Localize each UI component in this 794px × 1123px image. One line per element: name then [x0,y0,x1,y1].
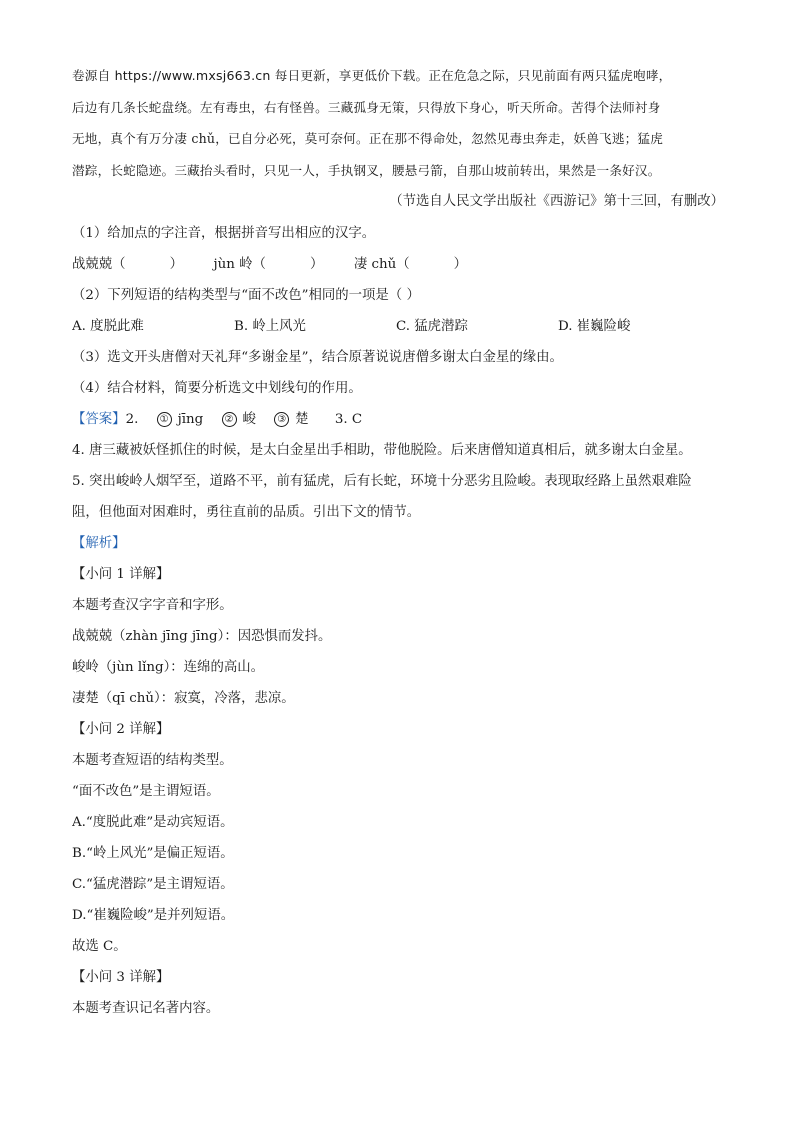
option-b: B. 岭上风光 [234,319,306,334]
section-1-title: 【小问 1 详解】 [72,567,170,582]
analysis-label: 【解析】 [72,536,126,551]
source-notice: 卷源自 https://www.mxsj663.cn 每日更新，享更低价下载。 [72,68,429,83]
section-2-line-7: 故选 C。 [72,939,127,954]
section-1-line-1: 本题考查汉字字音和字形。 [72,598,233,613]
answer-3: 楚 [295,412,309,427]
answer-4: 4. 唐三藏被妖怪抓住的时候，是太白金星出手相助，带他脱险。后来唐僧知道真相后，就多谢太白金星。 [72,443,692,458]
passage-line-4: 潜踪，长蛇隐迹。三藏抬头看时，只见一人，手执钢叉，腰悬弓箭，自那山坡前转出，果然是一条好汉。 [72,162,661,178]
q1-item-1: 战兢兢（ [72,257,126,272]
answer-1: jīng [177,412,204,427]
question-4: （4）结合材料，简要分析选文中划线句的作用。 [72,381,362,396]
answer-2: 峻 [242,412,256,427]
answer-label: 【答案】 [72,412,126,427]
option-a: A. 度脱此难 [72,319,144,334]
passage [72,60,724,186]
circle-2: ② [222,412,237,427]
section-1-line-4: 凄楚（qī chǔ）：寂寞，冷落，悲凉。 [72,691,295,706]
option-c: C. 猛虎潜踪 [396,319,468,334]
answer-q3: 3. C [334,412,363,427]
section-2-line-5: C.“猛虎潜踪”是主谓短语。 [72,877,234,892]
circle-3: ③ [274,412,289,427]
passage-line-1: 卷源自 https://www.mxsj663.cn 每日更新，享更低价下载。正在危急之际，只见前面有两只猛虎咆哮， [72,68,672,83]
section-1-line-2: 战兢兢（zhàn jīng jīng）：因恐惧而发抖。 [72,629,332,644]
section-1-line-3: 峻岭（jùn lǐng）：连绵的高山。 [72,660,265,675]
answer-5-line-1: 5. 突出峻岭人烟罕至，道路不平，前有猛虎，后有长蛇，环境十分恶劣且险峻。表现取经路上虽然艰难险 [72,474,692,489]
section-2-line-2: “面不改色”是主谓短语。 [72,784,220,799]
answer-line: 【答案】2. ① jīng ② 峻 ③ 楚 3. C [72,412,363,427]
option-d: D. 崔巍险峻 [558,319,631,334]
answer-5-line-2: 阻，但他面对困难时，勇往直前的品质。引出下文的情节。 [72,505,421,520]
passage-line-2: 后边有几条长蛇盘绕。左有毒虫，右有怪兽。三藏孤身无策，只得放下身心，听天所命。苦得个法师衬身 [72,99,661,115]
section-2-line-4: B.“岭上风光”是偏正短语。 [72,846,234,861]
question-2: （2）下列短语的结构类型与“面不改色”相同的一项是（ ） [72,288,420,303]
section-2-line-6: D.“崔巍险峻”是并列短语。 [72,908,235,923]
section-3-title: 【小问 3 详解】 [72,970,170,985]
citation: （节选自人民文学出版社《西游记》第十三回，有删改） [389,194,724,209]
section-2-title: 【小问 2 详解】 [72,722,170,737]
section-2-line-3: A.“度脱此难”是动宾短语。 [72,815,234,830]
question-3: （3）选文开头唐僧对天礼拜“多谢金星”，结合原著说说唐僧多谢太白金星的缘由。 [72,350,563,365]
q1-item-3: 凄 chǔ（ [353,257,410,272]
section-3-line-1: 本题考查识记名著内容。 [72,1001,220,1016]
question-1: （1）给加点的字注音，根据拼音写出相应的汉字。 [72,226,376,241]
section-2-line-1: 本题考查短语的结构类型。 [72,753,233,768]
question-2-options [72,317,724,337]
circle-1: ① [157,412,172,427]
question-1-items: 战兢兢（ ） jùn 岭（ ） 凄 chǔ（ ） [72,257,468,272]
passage-line-3: 无地，真个有万分凄 chǔ，已自分必死，莫可奈何。正在那不得命处，忽然见毒虫奔走，妖兽飞逃；猛虎 [72,131,664,147]
q1-item-2: jùn 岭（ [213,257,266,272]
